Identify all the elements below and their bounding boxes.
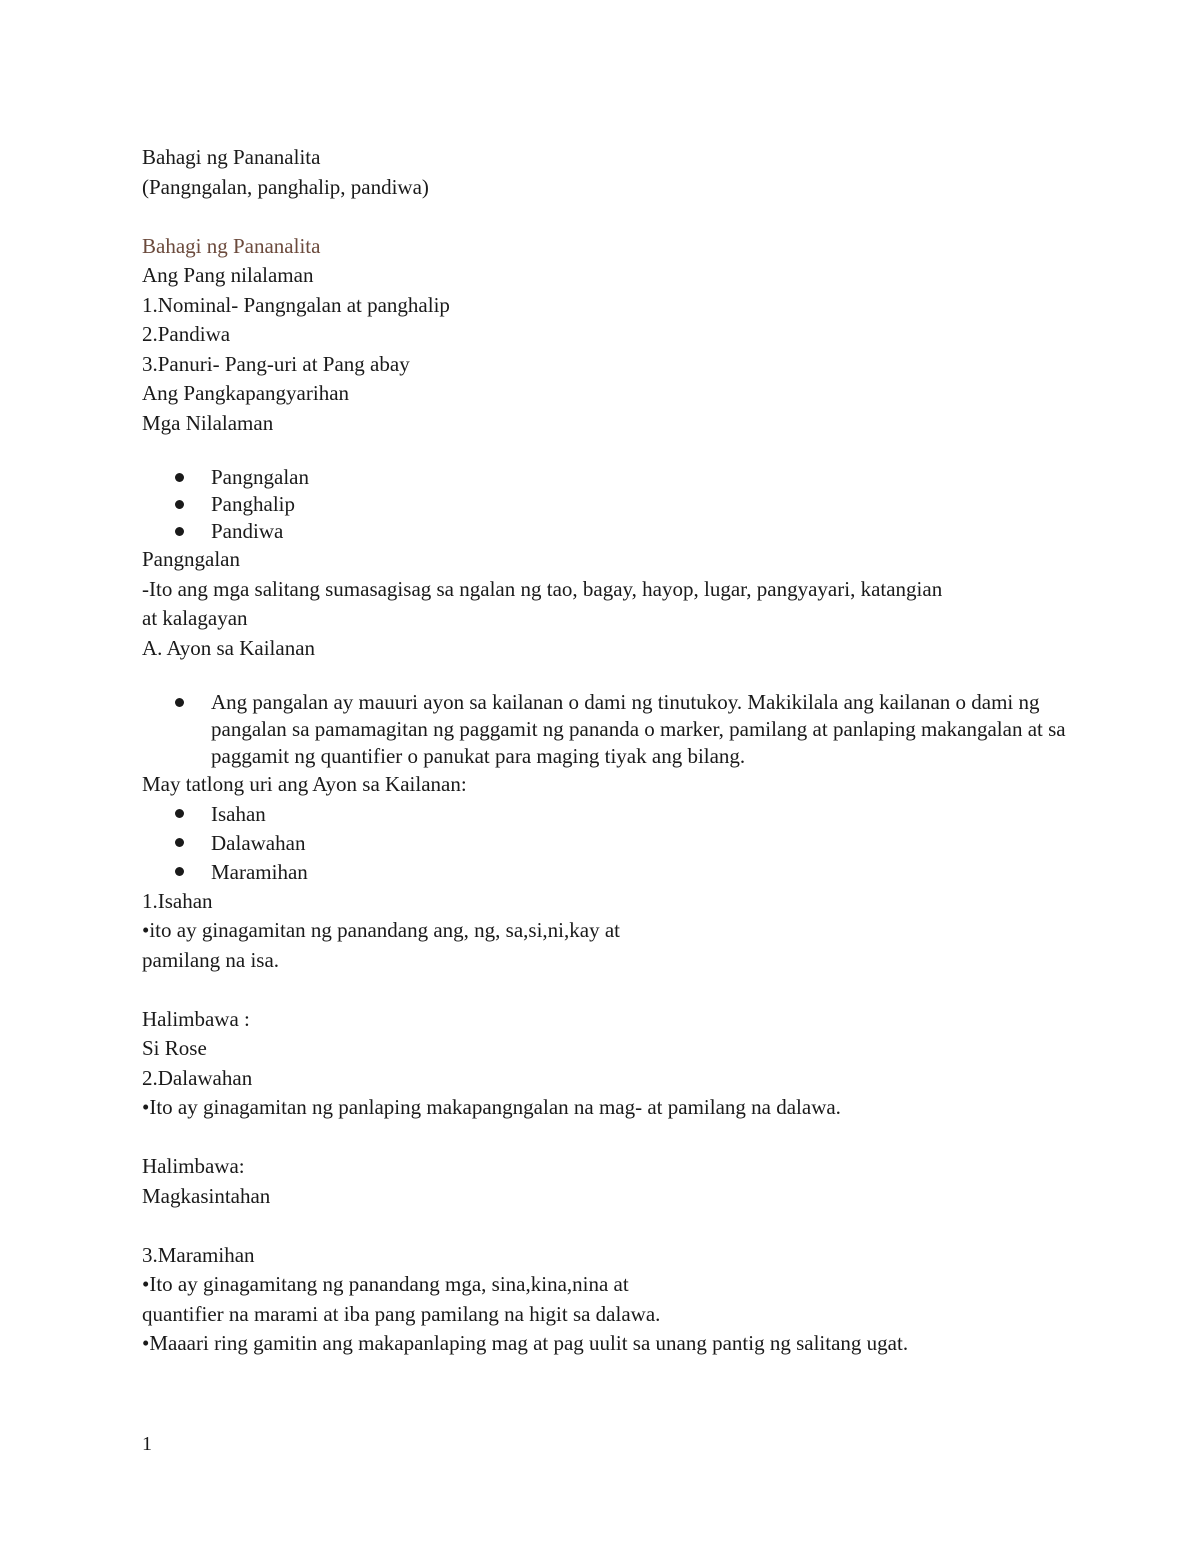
bullet-icon bbox=[175, 527, 184, 536]
nilalaman-list bbox=[142, 464, 1082, 545]
list-item bbox=[211, 858, 1082, 887]
page-body bbox=[142, 143, 1082, 1359]
pang-nilalaman-heading: Ang Pang nilalaman bbox=[142, 263, 314, 287]
isahan-heading: 1.Isahan bbox=[142, 888, 213, 913]
numbered-item-3: 3.Panuri- Pang-uri at Pang abay bbox=[142, 351, 410, 376]
kailanan-description: Ang pangalan ay mauuri ayon sa kailanan o dami ng tinutukoy. Makikilala ang kailanan o dami ng pangalan sa pamamagitan ng paggamit ng pananda o marker, pamilang at panlaping makangalan at sa paggamit ng quantifier o panukat para maging tiyak ang bilang. bbox=[211, 690, 1066, 768]
bullet-icon bbox=[175, 809, 184, 818]
uri-list bbox=[142, 800, 1082, 887]
list-item bbox=[211, 689, 1071, 770]
bullet-icon bbox=[175, 473, 184, 482]
pangngalan-heading: Pangngalan bbox=[142, 547, 240, 571]
pangngalan-definition-line-2: at kalagayan bbox=[142, 606, 248, 630]
halimbawa-value: Magkasintahan bbox=[142, 1183, 271, 1208]
spacer bbox=[142, 438, 1082, 464]
bullet-icon bbox=[175, 867, 184, 876]
page-number: 1 bbox=[142, 1433, 152, 1455]
ayon-sa-kailanan-heading: A. Ayon sa Kailanan bbox=[142, 635, 316, 660]
section-heading: Bahagi ng Pananalita bbox=[142, 233, 321, 258]
document-title: Bahagi ng Pananalita bbox=[142, 145, 321, 169]
spacer bbox=[142, 202, 1082, 232]
list-item-label: Panghalip bbox=[211, 492, 295, 516]
list-item bbox=[211, 800, 1082, 829]
spacer bbox=[142, 975, 1082, 1005]
halimbawa-value: Si Rose bbox=[142, 1036, 207, 1060]
tatlong-uri-heading: May tatlong uri ang Ayon sa Kailanan: bbox=[142, 772, 467, 796]
list-item-label: Maramihan bbox=[211, 859, 308, 884]
mga-nilalaman-heading: Mga Nilalaman bbox=[142, 410, 274, 435]
bullet-icon bbox=[175, 838, 184, 847]
list-item-label: Pangngalan bbox=[211, 465, 309, 489]
halimbawa-label: Halimbawa : bbox=[142, 1006, 250, 1031]
halimbawa-label: Halimbawa: bbox=[142, 1154, 245, 1178]
list-item bbox=[211, 464, 1082, 491]
list-item bbox=[211, 829, 1082, 858]
maramihan-heading: 3.Maramihan bbox=[142, 1242, 255, 1267]
spacer bbox=[142, 1211, 1082, 1241]
pangkapangyarihan-heading: Ang Pangkapangyarihan bbox=[142, 381, 350, 405]
list-item bbox=[211, 518, 1082, 545]
numbered-item-2: 2.Pandiwa bbox=[142, 322, 231, 346]
list-item bbox=[211, 491, 1082, 518]
dalawahan-heading: 2.Dalawahan bbox=[142, 1065, 253, 1090]
isahan-description-line-1: •ito ay ginagamitan ng panandang ang, ng, sa,si,ni,kay at bbox=[142, 918, 620, 942]
bullet-icon bbox=[175, 698, 184, 707]
isahan-description-line-2: pamilang na isa. bbox=[142, 947, 280, 972]
pangngalan-definition-line-1: -Ito ang mga salitang sumasagisag sa ngalan ng tao, bagay, hayop, lugar, pangyayari, katangian bbox=[142, 576, 943, 601]
bullet-icon bbox=[175, 500, 184, 509]
spacer bbox=[142, 1123, 1082, 1153]
list-item-label: Isahan bbox=[211, 801, 266, 826]
document-subtitle: (Pangngalan, panghalip, pandiwa) bbox=[142, 174, 429, 199]
numbered-item-1: 1.Nominal- Pangngalan at panghalip bbox=[142, 292, 450, 317]
kailanan-description-list bbox=[142, 689, 1071, 770]
maramihan-description-line-2: quantifier na marami at iba pang pamilang na higit sa dalawa. bbox=[142, 1301, 661, 1326]
dalawahan-description: •Ito ay ginagamitan ng panlaping makapangngalan na mag- at pamilang na dalawa. bbox=[142, 1095, 841, 1119]
list-item-label: Pandiwa bbox=[211, 519, 284, 543]
maramihan-description-line-1: •Ito ay ginagamitang ng panandang mga, sina,kina,nina at bbox=[142, 1272, 629, 1296]
maramihan-description-line-3: •Maaari ring gamitin ang makapanlaping mag at pag uulit sa unang pantig ng salitang ugat. bbox=[142, 1331, 909, 1355]
list-item-label: Dalawahan bbox=[211, 830, 306, 855]
spacer bbox=[142, 663, 1082, 689]
